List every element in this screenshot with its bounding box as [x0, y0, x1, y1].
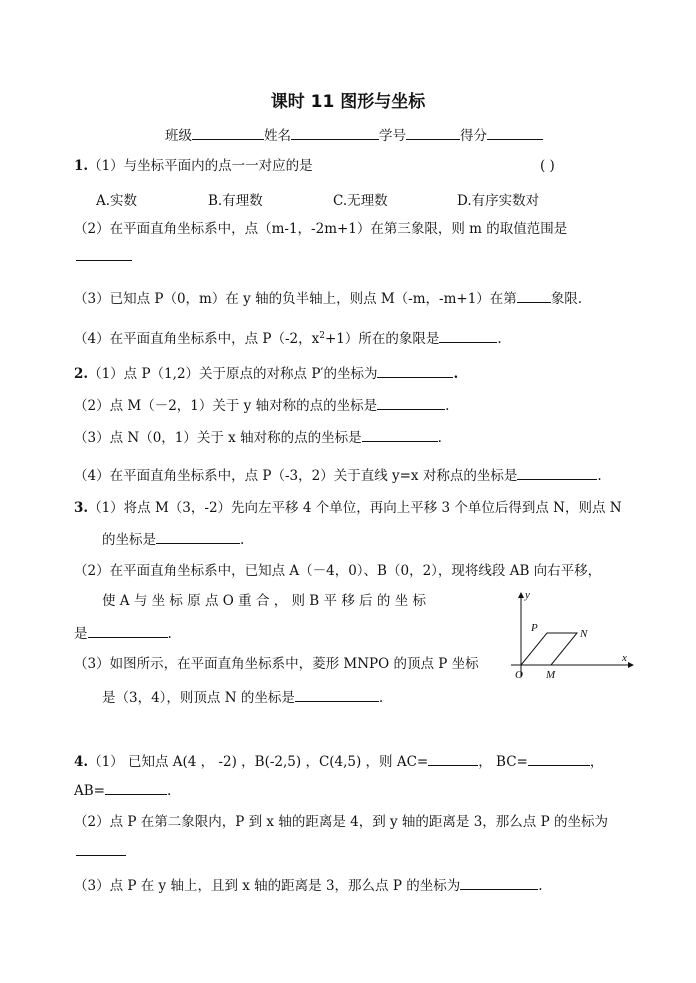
q4-part1 — [74, 751, 603, 771]
page-title: 课时 11 图形与坐标 — [270, 92, 426, 112]
q3-part2-answer — [74, 623, 172, 643]
q4-part2: （2）点 P 在第二象限内，P 到 x 轴的距离是 4，到 y 轴的距离是 3，那么点 P 的坐标为 — [74, 814, 608, 830]
question-text: 的坐标是 — [102, 532, 156, 548]
id-label: 学号 — [379, 128, 406, 144]
q3-part3-cont — [102, 687, 383, 707]
answer-blank[interactable] — [76, 246, 132, 261]
bc-blank[interactable] — [528, 751, 590, 766]
q1-part4 — [74, 328, 502, 348]
answer-blank[interactable] — [377, 363, 453, 378]
point-p-label: P — [531, 622, 538, 634]
q4-part2-answer — [76, 841, 126, 861]
question-text: 是 — [74, 626, 88, 642]
option-b[interactable]: B.有理数 — [208, 193, 263, 209]
q1-part2: （2）在平面直角坐标系中，点（m-1，-2m+1）在第三象限，则 m 的取值范围是 — [74, 221, 568, 237]
question-text: . — [167, 626, 172, 642]
q2-part3 — [74, 427, 442, 447]
question-text: （1）与坐标平面内的点一一对应的是 — [88, 158, 313, 174]
question-text: （4）在平面直角坐标系中，点 P（-3，2）关于直线 y=x 对称点的坐标是 — [74, 468, 518, 484]
answer-blank[interactable] — [460, 875, 538, 890]
q3-part1-cont — [102, 529, 244, 549]
option-d[interactable]: D.有序实数对 — [457, 193, 540, 209]
answer-blank[interactable] — [439, 328, 497, 343]
question-text: （4）在平面直角坐标系中，点 P（-2，x — [74, 331, 320, 347]
q4-part1-cont — [74, 780, 171, 800]
rhombus-figure — [505, 585, 635, 685]
name-blank[interactable] — [291, 125, 379, 140]
answer-blank[interactable] — [517, 465, 597, 480]
name-label: 姓名 — [264, 128, 291, 144]
question-text: . — [378, 690, 384, 706]
answer-blank[interactable] — [517, 288, 551, 303]
ac-blank[interactable] — [428, 751, 478, 766]
option-c[interactable]: C.无理数 — [333, 193, 388, 209]
y-axis-label: y — [525, 589, 530, 601]
answer-blank[interactable] — [295, 687, 379, 702]
question-text: （3）点 N（0，1）关于 x 轴对称的点的坐标是 — [74, 430, 362, 446]
score-blank[interactable] — [487, 125, 543, 140]
question-text: AB= — [74, 783, 105, 799]
question-text: . — [166, 783, 172, 799]
question-text: （3）已知点 P（0，m）在 y 轴的负半轴上，则点 M（-m，-m+1）在第 — [74, 291, 517, 307]
answer-paren[interactable]: ( ) — [540, 158, 555, 174]
point-m-label: M — [546, 669, 556, 681]
question-text: （1）点 P（1,2）关于原点的对称点 P′的坐标为 — [88, 366, 378, 382]
q3-part1 — [74, 499, 622, 517]
question-text: . — [445, 398, 450, 414]
x-axis-label: x — [622, 652, 627, 664]
question-number: 1. — [74, 158, 89, 174]
question-text: . — [437, 430, 442, 446]
question-number: 4. — [74, 754, 89, 770]
rhombus-mnpo — [521, 633, 577, 665]
question-text: . — [240, 532, 245, 548]
q1-part2-answer — [76, 246, 132, 266]
q3-part3: （3）如图所示，在平面直角坐标系中，菱形 MNPO 的顶点 P 坐标 — [74, 656, 479, 672]
q2-part4 — [74, 465, 602, 485]
score-label: 得分 — [460, 128, 487, 144]
q3-part2: （2）在平面直角坐标系中，已知点 A（－4，0）、B（0，2），现将线段 AB 向右平移， — [74, 563, 602, 579]
answer-blank[interactable] — [377, 395, 445, 410]
question-text: （1）将点 M（3，-2）先向左平移 4 个单位，再向上平移 3 个单位后得到点 N，则点 N — [88, 500, 622, 516]
answer-blank[interactable] — [88, 623, 168, 638]
question-text: . — [497, 331, 502, 347]
question-text: （3）点 P 在 y 轴上，且到 x 轴的距离是 3，那么点 P 的坐标为 — [74, 878, 461, 894]
q4-part3 — [74, 875, 543, 895]
question-text: . — [597, 468, 602, 484]
origin-label: O — [515, 669, 523, 681]
superscript: 2 — [319, 331, 325, 341]
question-text: 象限. — [550, 291, 583, 307]
student-info-row — [165, 125, 543, 145]
class-blank[interactable] — [192, 125, 264, 140]
question-number: 2. — [74, 366, 89, 382]
class-label: 班级 — [165, 128, 192, 144]
question-text: 是（3，4），则顶点 N 的坐标是 — [102, 690, 295, 706]
q1-part1 — [74, 157, 313, 175]
option-a[interactable]: A.实数 — [96, 193, 138, 209]
question-text: . — [453, 366, 459, 382]
answer-blank[interactable] — [362, 427, 438, 442]
answer-blank[interactable] — [76, 841, 126, 856]
question-text: +1）所在的象限是 — [324, 331, 440, 347]
point-n-label: N — [580, 628, 588, 640]
q1-part3 — [74, 288, 582, 308]
id-blank[interactable] — [406, 125, 460, 140]
question-text: . — [538, 878, 543, 894]
answer-blank[interactable] — [156, 529, 240, 544]
question-text: （2）点 M（－2，1）关于 y 轴对称的点的坐标是 — [74, 398, 378, 414]
question-text: （1） 已知点 A(4 ， -2) ，B(-2,5) ，C(4,5) ，则 AC= — [88, 754, 429, 770]
q2-part1 — [74, 363, 458, 383]
q3-part2-cont: 使 A 与 坐 标 原 点 O 重 合 ， 则 B 平 移 后 的 坐 标 — [102, 593, 426, 609]
question-text: ， — [589, 754, 604, 770]
q2-part2 — [74, 395, 449, 415]
question-number: 3. — [74, 500, 89, 516]
ab-blank[interactable] — [105, 780, 167, 795]
question-text: ， BC= — [478, 754, 528, 770]
